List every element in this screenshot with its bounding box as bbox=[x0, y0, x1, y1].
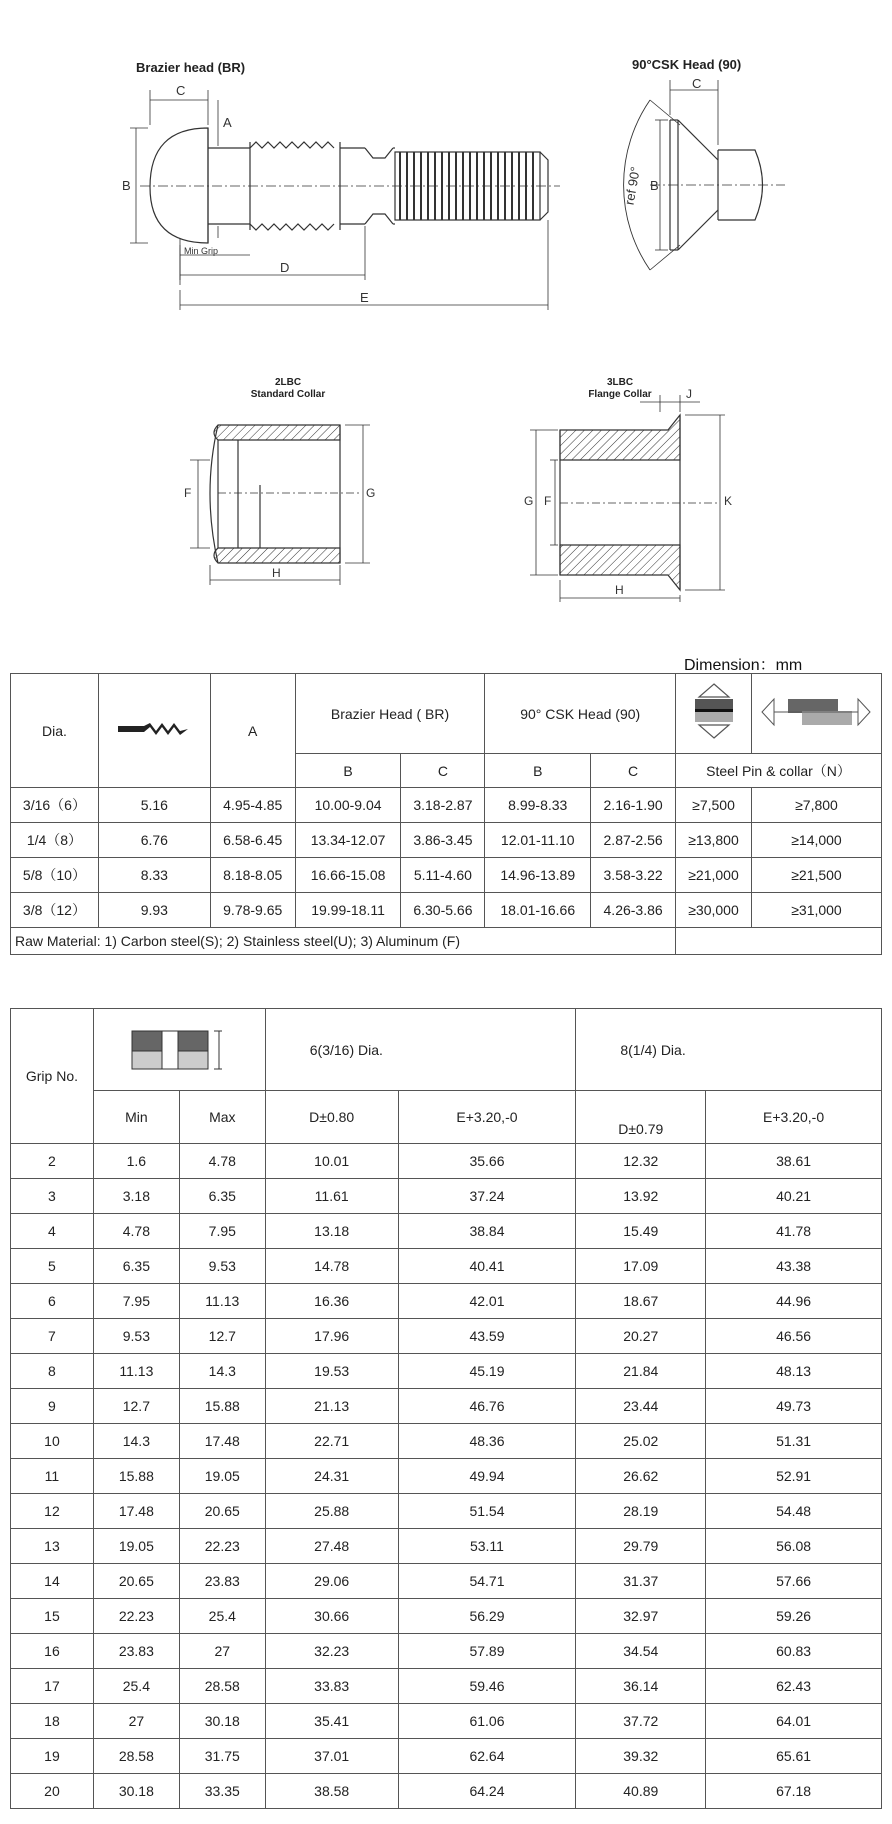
table-row bbox=[11, 1459, 882, 1494]
cell: 14.3 bbox=[93, 1424, 179, 1459]
cell: 15.49 bbox=[576, 1214, 706, 1249]
collar-2lbc-title: 2LBC Standard Collar bbox=[250, 377, 326, 400]
table-row bbox=[11, 1599, 882, 1634]
cell: 23.44 bbox=[576, 1389, 706, 1424]
cell: 6.76 bbox=[98, 823, 210, 858]
header-br-b: B bbox=[295, 754, 401, 788]
cell: 9 bbox=[11, 1389, 94, 1424]
csk-label-ref90: ref 90° bbox=[621, 165, 644, 207]
cell: 3 bbox=[11, 1179, 94, 1214]
cell: 29.06 bbox=[265, 1564, 398, 1599]
cell: 44.96 bbox=[706, 1284, 882, 1319]
cell: 4.26-3.86 bbox=[591, 893, 676, 928]
flange-collar-drawing bbox=[500, 370, 760, 610]
header-grip-icon-cell bbox=[93, 1009, 265, 1091]
collar3-label-j: J bbox=[686, 387, 692, 401]
spec-table bbox=[10, 673, 882, 955]
cell: 7.95 bbox=[179, 1214, 265, 1249]
cell: 49.94 bbox=[398, 1459, 576, 1494]
cell: 20.27 bbox=[576, 1319, 706, 1354]
header-grip-no: Grip No. bbox=[11, 1009, 94, 1144]
cell: 5.16 bbox=[98, 788, 210, 823]
cell: 6.30-5.66 bbox=[401, 893, 485, 928]
cell: 54.71 bbox=[398, 1564, 576, 1599]
cell: 17.09 bbox=[576, 1249, 706, 1284]
cell: 41.78 bbox=[706, 1214, 882, 1249]
table-row bbox=[11, 1739, 882, 1774]
cell: 13.34-12.07 bbox=[295, 823, 401, 858]
grip-range-icon bbox=[124, 1023, 234, 1073]
cell: 15.88 bbox=[179, 1389, 265, 1424]
cell: 3.58-3.22 bbox=[591, 858, 676, 893]
cell: ≥7,500 bbox=[676, 788, 752, 823]
table-row bbox=[11, 893, 882, 928]
cell: 64.01 bbox=[706, 1704, 882, 1739]
cell: 59.46 bbox=[398, 1669, 576, 1704]
cell: 61.06 bbox=[398, 1704, 576, 1739]
table-row bbox=[11, 858, 882, 893]
cell: 19.05 bbox=[93, 1529, 179, 1564]
header-csk-b: B bbox=[485, 754, 591, 788]
dim-label-b: B bbox=[122, 178, 131, 193]
cell: ≥14,000 bbox=[751, 823, 881, 858]
cell: 11.13 bbox=[93, 1354, 179, 1389]
cell: 57.66 bbox=[706, 1564, 882, 1599]
table-row bbox=[11, 1214, 882, 1249]
table-row bbox=[11, 1249, 882, 1284]
cell: 12.7 bbox=[93, 1389, 179, 1424]
cell: 8.33 bbox=[98, 858, 210, 893]
cell: 8 bbox=[11, 1354, 94, 1389]
cell: 28.19 bbox=[576, 1494, 706, 1529]
cell: 32.97 bbox=[576, 1599, 706, 1634]
dim-label-a: A bbox=[223, 115, 232, 130]
cell: 3.18-2.87 bbox=[401, 788, 485, 823]
csk-label-c: C bbox=[692, 76, 702, 91]
brazier-head-title: Brazier head (BR) bbox=[136, 60, 246, 75]
cell: 27 bbox=[179, 1634, 265, 1669]
header-min: Min bbox=[93, 1091, 179, 1144]
cell: 59.26 bbox=[706, 1599, 882, 1634]
cell: 11 bbox=[11, 1459, 94, 1494]
cell: 22.23 bbox=[179, 1529, 265, 1564]
cell: 8.99-8.33 bbox=[485, 788, 591, 823]
header-csk-c: C bbox=[591, 754, 676, 788]
cell: ≥21,000 bbox=[676, 858, 752, 893]
cell: 1.6 bbox=[93, 1144, 179, 1179]
table-row bbox=[11, 1494, 882, 1529]
cell: 37.01 bbox=[265, 1739, 398, 1774]
cell: 48.13 bbox=[706, 1354, 882, 1389]
grip-table bbox=[10, 1008, 882, 1809]
cell: 31.37 bbox=[576, 1564, 706, 1599]
cell: ≥30,000 bbox=[676, 893, 752, 928]
cell: 6.35 bbox=[93, 1249, 179, 1284]
cell: 42.01 bbox=[398, 1284, 576, 1319]
cell: 17 bbox=[11, 1669, 94, 1704]
table-row bbox=[11, 788, 882, 823]
header-d8: D±0.79 bbox=[576, 1091, 706, 1144]
standard-collar-drawing bbox=[180, 415, 380, 590]
cell: 48.36 bbox=[398, 1424, 576, 1459]
cell: 25.4 bbox=[93, 1669, 179, 1704]
cell: 30.18 bbox=[93, 1774, 179, 1809]
cell: 20 bbox=[11, 1774, 94, 1809]
cell: 19 bbox=[11, 1739, 94, 1774]
cell: 2.87-2.56 bbox=[591, 823, 676, 858]
cell: 17.48 bbox=[179, 1424, 265, 1459]
csk-head-drawing bbox=[590, 70, 800, 290]
cell: 25.88 bbox=[265, 1494, 398, 1529]
cell: 11.13 bbox=[179, 1284, 265, 1319]
cell: 27 bbox=[93, 1704, 179, 1739]
cell: 5/8（10） bbox=[11, 858, 99, 893]
cell: 43.59 bbox=[398, 1319, 576, 1354]
collar2-label-h: H bbox=[272, 566, 281, 580]
cell: 46.76 bbox=[398, 1389, 576, 1424]
cell: 30.18 bbox=[179, 1704, 265, 1739]
cell: 40.41 bbox=[398, 1249, 576, 1284]
cell: 13.92 bbox=[576, 1179, 706, 1214]
cell: 5 bbox=[11, 1249, 94, 1284]
cell: 17.48 bbox=[93, 1494, 179, 1529]
table-row bbox=[11, 1529, 882, 1564]
dim-label-min-grip: Min Grip bbox=[184, 246, 219, 256]
cell: 10 bbox=[11, 1424, 94, 1459]
csk-label-b: B bbox=[650, 178, 659, 193]
header-drill bbox=[98, 674, 210, 788]
cell: 52.91 bbox=[706, 1459, 882, 1494]
table-row bbox=[11, 1634, 882, 1669]
cell: 22.23 bbox=[93, 1599, 179, 1634]
cell: 31.75 bbox=[179, 1739, 265, 1774]
table-row bbox=[11, 1704, 882, 1739]
cell: 30.66 bbox=[265, 1599, 398, 1634]
header-brazier-head: Brazier Head ( BR) bbox=[295, 674, 485, 754]
cell: 51.31 bbox=[706, 1424, 882, 1459]
table-row bbox=[11, 1319, 882, 1354]
cell: 23.83 bbox=[93, 1634, 179, 1669]
csk-head-title: 90°CSK Head (90) bbox=[632, 57, 742, 72]
drill-bit-icon bbox=[116, 719, 192, 739]
dim-label-e: E bbox=[360, 290, 369, 305]
cell: ≥31,000 bbox=[751, 893, 881, 928]
header-br-c: C bbox=[401, 754, 485, 788]
cell: 17.96 bbox=[265, 1319, 398, 1354]
cell: 12.7 bbox=[179, 1319, 265, 1354]
header-dia: Dia. bbox=[11, 674, 99, 788]
cell: 10.01 bbox=[265, 1144, 398, 1179]
cell: 3.18 bbox=[93, 1179, 179, 1214]
cell: 14 bbox=[11, 1564, 94, 1599]
cell: 51.54 bbox=[398, 1494, 576, 1529]
header-e6: E+3.20,-0 bbox=[398, 1091, 576, 1144]
cell: 6.58-6.45 bbox=[210, 823, 295, 858]
cell: 6.35 bbox=[179, 1179, 265, 1214]
cell: 2 bbox=[11, 1144, 94, 1179]
dim-label-c: C bbox=[176, 83, 186, 98]
cell: 4.95-4.85 bbox=[210, 788, 295, 823]
cell: 49.73 bbox=[706, 1389, 882, 1424]
header-clamp-icon-cell bbox=[676, 674, 752, 754]
cell: 23.83 bbox=[179, 1564, 265, 1599]
cell: 57.89 bbox=[398, 1634, 576, 1669]
cell: 45.19 bbox=[398, 1354, 576, 1389]
cell: 56.29 bbox=[398, 1599, 576, 1634]
header-dia-8: 8(1/4) Dia. bbox=[576, 1009, 882, 1091]
cell: 9.53 bbox=[179, 1249, 265, 1284]
header-e8: E+3.20,-0 bbox=[706, 1091, 882, 1144]
table-row bbox=[11, 1424, 882, 1459]
cell: 20.65 bbox=[93, 1564, 179, 1599]
cell: 34.54 bbox=[576, 1634, 706, 1669]
cell: 43.38 bbox=[706, 1249, 882, 1284]
table-row bbox=[11, 1144, 882, 1179]
collar2-label-g: G bbox=[366, 486, 376, 500]
cell: 3/16（6） bbox=[11, 788, 99, 823]
cell: 40.21 bbox=[706, 1179, 882, 1214]
cell: 40.89 bbox=[576, 1774, 706, 1809]
header-steel-pin-collar: Steel Pin & collar（N） bbox=[676, 754, 882, 788]
cell: 18.01-16.66 bbox=[485, 893, 591, 928]
cell: 12 bbox=[11, 1494, 94, 1529]
cell: 60.83 bbox=[706, 1634, 882, 1669]
cell: ≥7,800 bbox=[751, 788, 881, 823]
header-shear-icon-cell bbox=[751, 674, 881, 754]
cell: 22.71 bbox=[265, 1424, 398, 1459]
cell: 2.16-1.90 bbox=[591, 788, 676, 823]
brazier-head-drawing bbox=[120, 80, 560, 320]
cell: 15.88 bbox=[93, 1459, 179, 1494]
cell: 24.31 bbox=[265, 1459, 398, 1494]
collar3-label-h: H bbox=[615, 583, 624, 597]
cell: 36.14 bbox=[576, 1669, 706, 1704]
dimension-note: Dimension：mm bbox=[684, 657, 803, 674]
raw-material-footnote: Raw Material: 1) Carbon steel(S); 2) Stainless steel(U); 3) Aluminum (F) bbox=[11, 928, 676, 955]
table-row bbox=[11, 1669, 882, 1704]
cell: 10.00-9.04 bbox=[295, 788, 401, 823]
cell: 39.32 bbox=[576, 1739, 706, 1774]
collar3-label-k: K bbox=[724, 494, 733, 508]
cell: 25.02 bbox=[576, 1424, 706, 1459]
cell: 4.78 bbox=[179, 1144, 265, 1179]
cell: 11.61 bbox=[265, 1179, 398, 1214]
cell: 19.53 bbox=[265, 1354, 398, 1389]
cell: 13 bbox=[11, 1529, 94, 1564]
cell: 56.08 bbox=[706, 1529, 882, 1564]
cell: 21.84 bbox=[576, 1354, 706, 1389]
header-csk-head: 90° CSK Head (90) bbox=[485, 674, 676, 754]
cell: 38.58 bbox=[265, 1774, 398, 1809]
cell: 14.96-13.89 bbox=[485, 858, 591, 893]
cell: 16.36 bbox=[265, 1284, 398, 1319]
table-row bbox=[11, 1774, 882, 1809]
empty-cell bbox=[676, 928, 882, 955]
cell: 27.48 bbox=[265, 1529, 398, 1564]
cell: 28.58 bbox=[179, 1669, 265, 1704]
cell: ≥21,500 bbox=[751, 858, 881, 893]
cell: 6 bbox=[11, 1284, 94, 1319]
cell: 37.72 bbox=[576, 1704, 706, 1739]
cell: 33.35 bbox=[179, 1774, 265, 1809]
cell: 62.43 bbox=[706, 1669, 882, 1704]
cell: 4 bbox=[11, 1214, 94, 1249]
cell: 28.58 bbox=[93, 1739, 179, 1774]
cell: 65.61 bbox=[706, 1739, 882, 1774]
cell: 54.48 bbox=[706, 1494, 882, 1529]
cell: 12.01-11.10 bbox=[485, 823, 591, 858]
cell: 7 bbox=[11, 1319, 94, 1354]
table-row bbox=[11, 1354, 882, 1389]
shear-icon bbox=[758, 687, 874, 737]
cell: 25.4 bbox=[179, 1599, 265, 1634]
cell: 8.18-8.05 bbox=[210, 858, 295, 893]
cell: 9.78-9.65 bbox=[210, 893, 295, 928]
cell: 21.13 bbox=[265, 1389, 398, 1424]
header-d6: D±0.80 bbox=[265, 1091, 398, 1144]
collar3-label-f: F bbox=[544, 494, 552, 508]
cell: 14.78 bbox=[265, 1249, 398, 1284]
cell: 37.24 bbox=[398, 1179, 576, 1214]
cell: 12.32 bbox=[576, 1144, 706, 1179]
cell: 1/4（8） bbox=[11, 823, 99, 858]
cell: 9.93 bbox=[98, 893, 210, 928]
cell: 38.84 bbox=[398, 1214, 576, 1249]
cell: 67.18 bbox=[706, 1774, 882, 1809]
cell: 38.61 bbox=[706, 1144, 882, 1179]
cell: 62.64 bbox=[398, 1739, 576, 1774]
header-a: A bbox=[210, 674, 295, 788]
collar2-label-f: F bbox=[184, 486, 192, 500]
table-row bbox=[11, 823, 882, 858]
cell: 9.53 bbox=[93, 1319, 179, 1354]
cell: 3.86-3.45 bbox=[401, 823, 485, 858]
cell: 53.11 bbox=[398, 1529, 576, 1564]
cell: 15 bbox=[11, 1599, 94, 1634]
cell: 26.62 bbox=[576, 1459, 706, 1494]
cell: 18.67 bbox=[576, 1284, 706, 1319]
cell: 29.79 bbox=[576, 1529, 706, 1564]
cell: 33.83 bbox=[265, 1669, 398, 1704]
clamp-compression-icon bbox=[691, 682, 737, 742]
cell: 16 bbox=[11, 1634, 94, 1669]
collar3-label-g: G bbox=[524, 494, 534, 508]
table-row bbox=[11, 1284, 882, 1319]
cell: 3/8（12） bbox=[11, 893, 99, 928]
cell: 35.66 bbox=[398, 1144, 576, 1179]
cell: 14.3 bbox=[179, 1354, 265, 1389]
table-row bbox=[11, 1179, 882, 1214]
collar-3lbc-title: 3LBC Flange Collar bbox=[588, 377, 652, 400]
cell: 16.66-15.08 bbox=[295, 858, 401, 893]
table-row bbox=[11, 1389, 882, 1424]
cell: 32.23 bbox=[265, 1634, 398, 1669]
cell: 13.18 bbox=[265, 1214, 398, 1249]
cell: 18 bbox=[11, 1704, 94, 1739]
cell: 19.99-18.11 bbox=[295, 893, 401, 928]
cell: 64.24 bbox=[398, 1774, 576, 1809]
cell: 35.41 bbox=[265, 1704, 398, 1739]
cell: ≥13,800 bbox=[676, 823, 752, 858]
table-row bbox=[11, 1564, 882, 1599]
cell: 5.11-4.60 bbox=[401, 858, 485, 893]
header-dia-6: 6(3/16) Dia. bbox=[265, 1009, 576, 1091]
cell: 46.56 bbox=[706, 1319, 882, 1354]
cell: 7.95 bbox=[93, 1284, 179, 1319]
cell: 20.65 bbox=[179, 1494, 265, 1529]
cell: 19.05 bbox=[179, 1459, 265, 1494]
header-max: Max bbox=[179, 1091, 265, 1144]
cell: 4.78 bbox=[93, 1214, 179, 1249]
dim-label-d: D bbox=[280, 260, 290, 275]
